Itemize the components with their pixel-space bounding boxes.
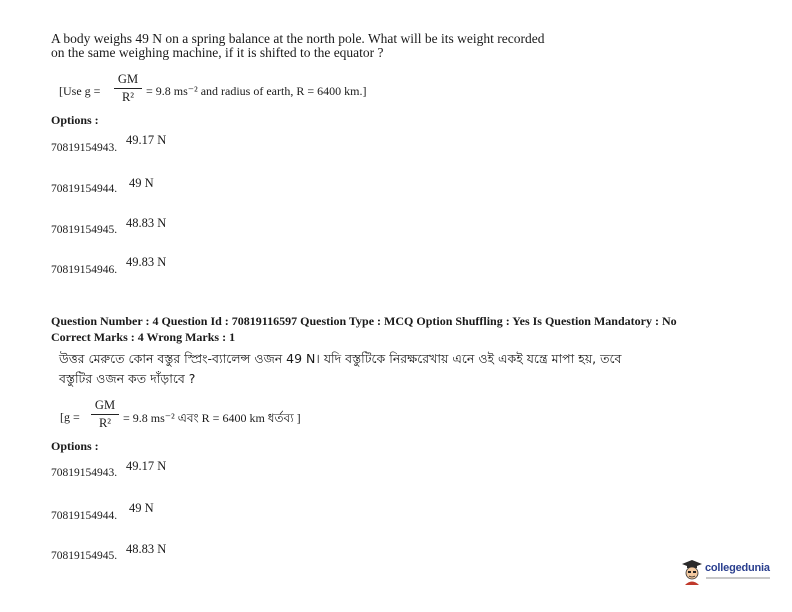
question-4-options-label: Options : [51, 439, 99, 453]
option-value[interactable]: 48.83 N [126, 216, 167, 230]
question-1-text-line-2: on the same weighing machine, if it is shifted to the equator ? [51, 45, 384, 60]
question-4-meta-line-2: Correct Marks : 4 Wrong Marks : 1 [51, 330, 236, 344]
fraction-bar [91, 414, 119, 415]
option-id: 70819154944. [51, 183, 118, 195]
fraction-numerator: GM [94, 398, 116, 412]
question-1-fraction [114, 72, 142, 105]
question-4-bengali-line-1: উত্তর মেরুতে কোন বস্তুর স্প্রিং-ব্যালেন্স ওজন 49 N। যদি বস্তুটিকে নিরক্ষরেখায় এনে ওই একই যন্ত্রে মাপা হয়, তবে [59, 351, 622, 366]
option-id: 70819154945. [51, 550, 118, 562]
fraction-numerator: GM [117, 72, 139, 86]
fraction-denominator: R² [121, 90, 135, 104]
logo-tagline-bar [706, 577, 770, 579]
fraction-denominator: R² [98, 416, 112, 430]
question-1-hint-prefix: [Use g = [59, 84, 101, 98]
option-id: 70819154943. [51, 467, 118, 479]
question-4-bengali-line-2: বস্তুটির ওজন কত দাঁড়াবে ? [59, 371, 196, 386]
option-value[interactable]: 49 N [129, 176, 154, 190]
question-4-hint-suffix: = 9.8 ms⁻² এবং R = 6400 km ধর্তব্য ] [123, 411, 301, 425]
logo-wordmark: collegedunia [705, 562, 770, 574]
option-id: 70819154946. [51, 264, 118, 276]
question-1-hint-suffix: = 9.8 ms⁻² and radius of earth, R = 6400 km.] [146, 84, 367, 98]
graduate-avatar-icon [681, 559, 703, 585]
question-4-meta-line-1: Question Number : 4 Question Id : 70819116597 Question Type : MCQ Option Shuffling : Yes Is Question Mandatory : No [51, 314, 677, 328]
question-4-hint-prefix: [g = [60, 410, 80, 424]
fraction-bar [114, 88, 142, 89]
collegedunia-logo [681, 557, 776, 593]
question-1-options-label: Options : [51, 113, 99, 127]
option-id: 70819154945. [51, 224, 118, 236]
option-id: 70819154943. [51, 142, 118, 154]
question-4-fraction [91, 398, 119, 431]
option-value[interactable]: 49.17 N [126, 133, 167, 147]
option-value[interactable]: 48.83 N [126, 542, 167, 556]
option-value[interactable]: 49 N [129, 501, 154, 515]
question-1-text-line-1: A body weighs 49 N on a spring balance at the north pole. What will be its weight recorded [51, 31, 545, 46]
option-value[interactable]: 49.83 N [126, 255, 167, 269]
option-value[interactable]: 49.17 N [126, 459, 167, 473]
option-id: 70819154944. [51, 510, 118, 522]
